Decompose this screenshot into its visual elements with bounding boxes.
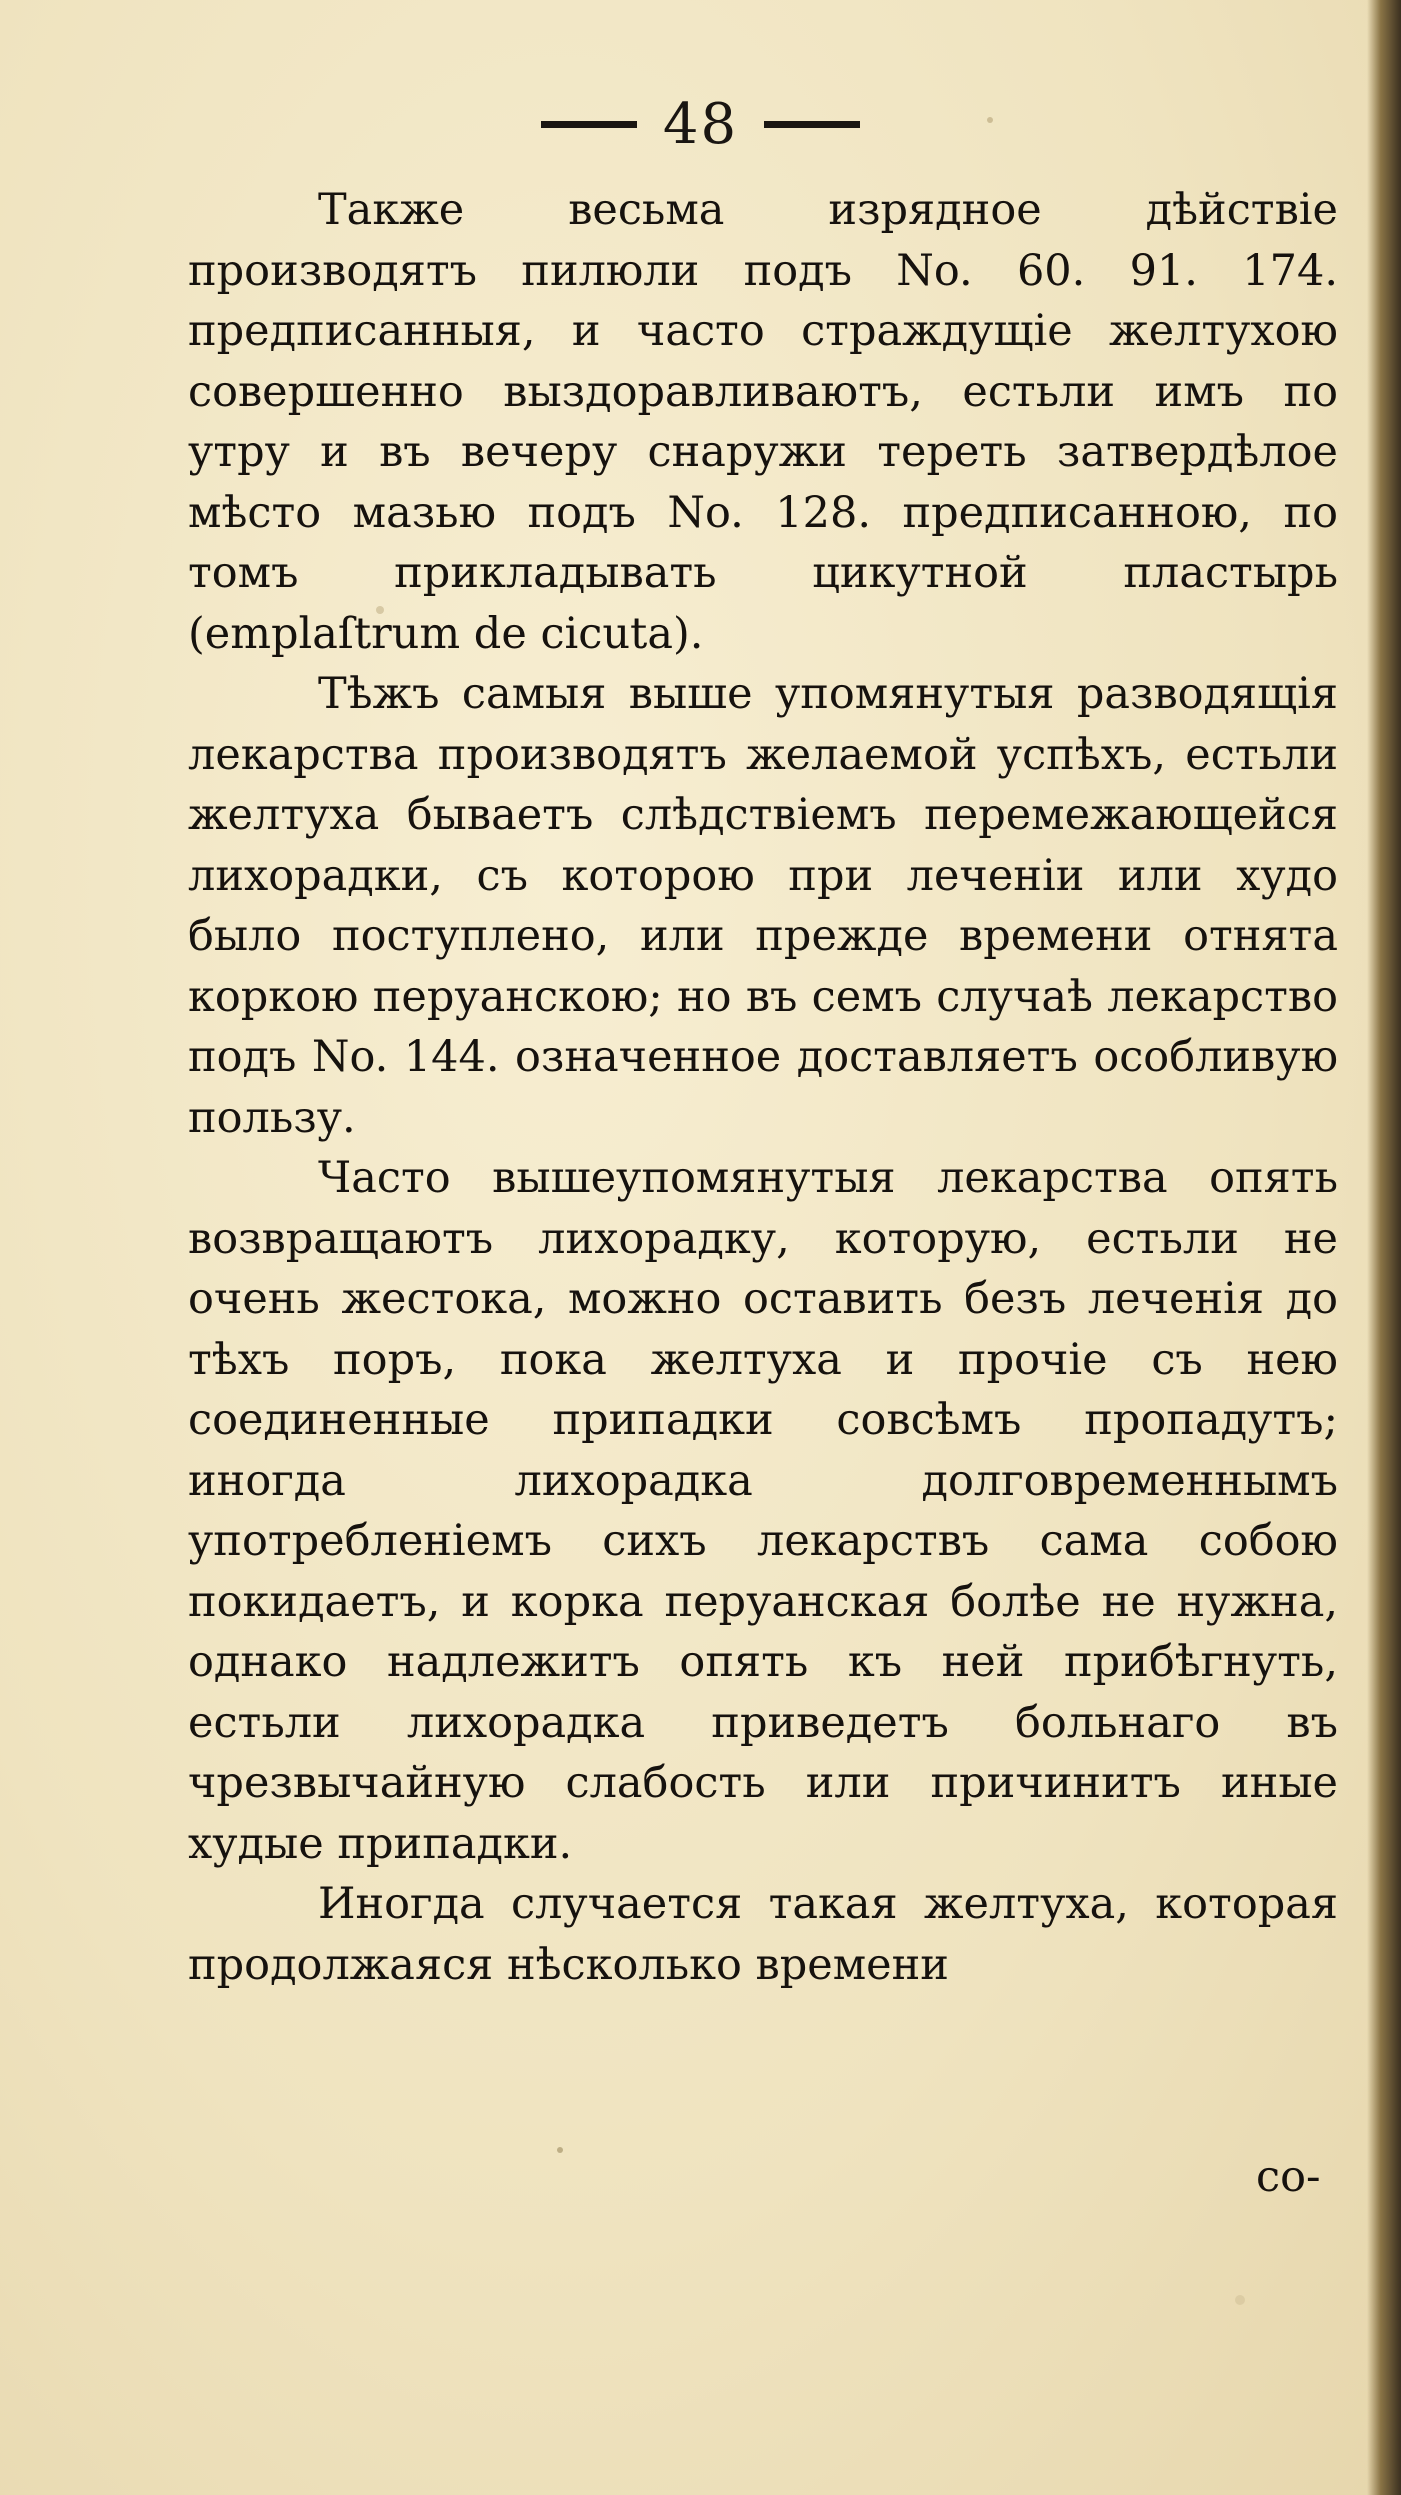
paragraph: Иногда случается такая желтуха, которая продолжаяся нѣсколько времени [188,1879,1338,1990]
right-rule [764,121,860,128]
paragraph: Также весьма изрядное дѣйствіе производятъ пилюли подъ No. 60. 91. 174. предписанныя, и часто страждущіе желтухою совершенно выздоравливаютъ, естьли имъ по утру и въ вечеру снаружи тереть затвердѣлое мѣсто мазью подъ No. 128. предписанною, по томъ прикладывать цикутной пластырь (emplaſtrum de cicuta). [188,185,1338,659]
catchword: со- [1256,2152,1321,2202]
page-number: 48 [662,92,739,157]
paragraph: Тѣжъ самыя выше упомянутыя разводящія лекарства производятъ желаемой успѣхъ, естьли желтуха бываетъ слѣдствіемъ перемежающейся лихорадки, съ которою при леченіи или худо было поступлено, или прежде времени отнята коркою перуанскою; но въ семъ случаѣ лекарство подъ No. 144. означенное доставляетъ особливую пользу. [188,669,1338,1143]
left-rule [541,121,637,128]
paragraph: Часто вышеупомянутыя лекарства опять возвращаютъ лихорадку, которую, естьли не очень жестока, можно оставить безъ леченія до тѣхъ поръ, пока желтуха и прочіе съ нею соединенные припадки совсѣмъ пропадутъ; иногда лихорадка долговременнымъ употребленіемъ сихъ лекарствъ сама собою покидаетъ, и корка перуанская болѣе не нужна, однако надлежитъ опять къ ней прибѣгнуть, естьли лихорадка приведетъ больнаго въ чрезвычайную слабость или причинитъ иные худые припадки. [188,1153,1338,1869]
page-header [0,92,1401,157]
body-text [188,180,1338,1995]
